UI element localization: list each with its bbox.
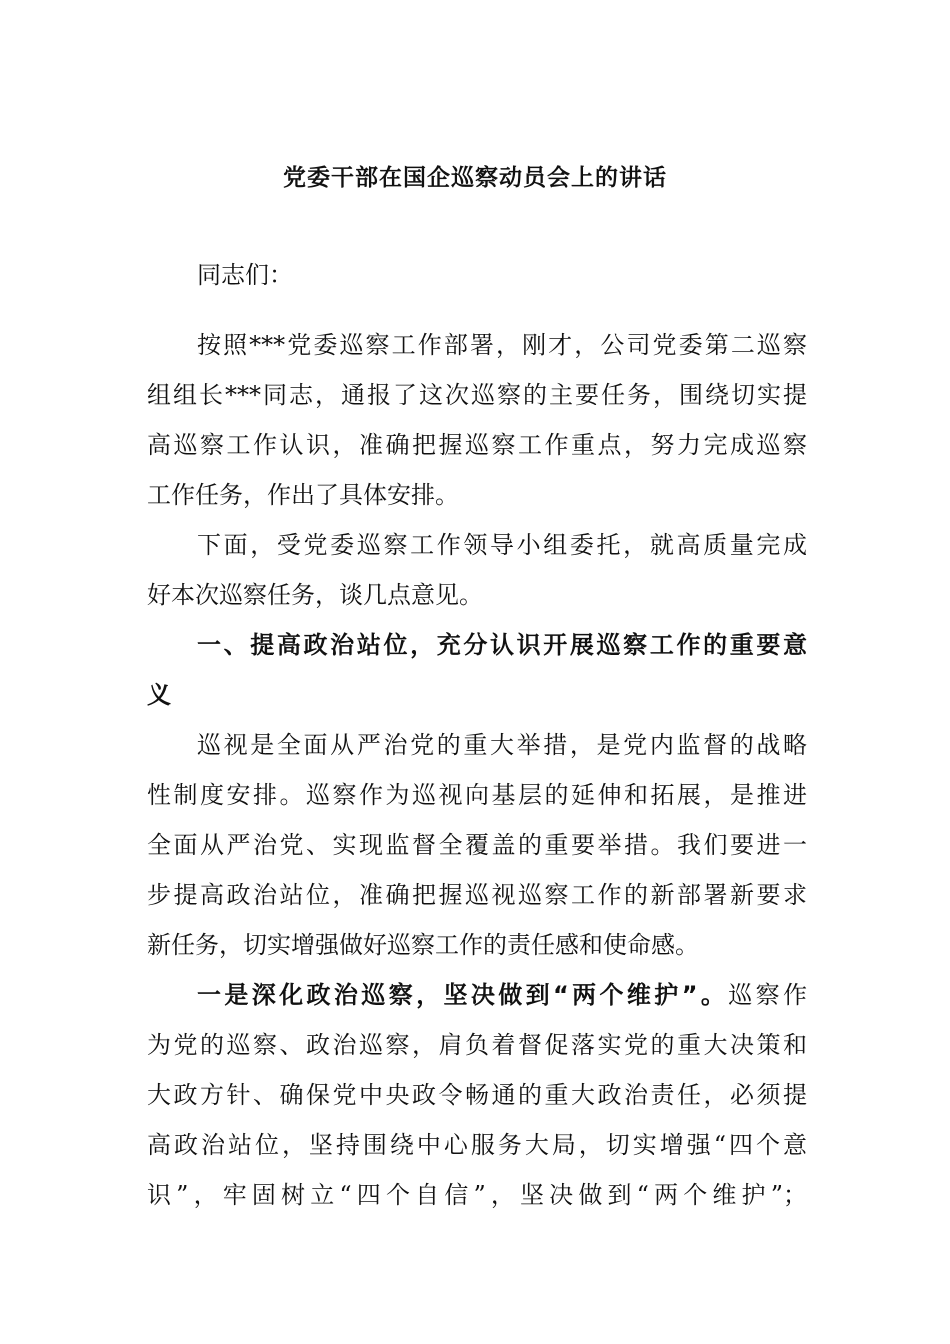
paragraph-line: 高巡察工作认识，准确把握巡察工作重点，努力完成巡察 [147,431,807,459]
paragraph-line: 新任务，切实增强做好巡察工作的责任感和使命感。 [147,931,699,959]
paragraph-line: 高政治站位，坚持围绕中心服务大局，切实增强“四个意 [147,1131,807,1159]
document-title: 党委干部在国企巡察动员会上的讲话 [283,165,667,191]
paragraph-line: 工作任务，作出了具体安排。 [147,481,459,509]
paragraph-line: 性制度安排。巡察作为巡视向基层的延伸和拓展，是推进 [147,781,807,809]
section-heading: 义 [147,681,171,709]
section-heading: 一、提高政治站位，充分认识开展巡察工作的重要意 [197,631,807,659]
paragraph-text: 巡察作 [728,981,808,1009]
paragraph-line: 全面从严治党、实现监督全覆盖的重要举措。我们要进一 [147,831,807,859]
paragraph-line: 步提高政治站位，准确把握巡视巡察工作的新部署新要求 [147,881,807,909]
paragraph-line: 为党的巡察、政治巡察，肩负着督促落实党的重大决策和 [147,1031,807,1059]
paragraph-line: 按照***党委巡察工作部署，刚才，公司党委第二巡察 [197,331,807,359]
paragraph-line: 巡视是全面从严治党的重大举措，是党内监督的战略 [197,731,807,759]
paragraph-line: 组组长***同志，通报了这次巡察的主要任务，围绕切实提 [147,381,807,409]
paragraph-line: 下面，受党委巡察工作领导小组委托，就高质量完成 [197,531,807,559]
paragraph-line: 大政方针、确保党中央政令畅通的重大政治责任，必须提 [147,1081,807,1109]
salutation: 同志们： [197,261,293,289]
paragraph-line: 识”，牢固树立“四个自信”，坚决做到“两个维护”； [147,1181,807,1209]
bold-lead-text: 一是深化政治巡察，坚决做到“两个维护”。 [197,981,729,1009]
paragraph-line: 好本次巡察任务，谈几点意见。 [147,581,483,609]
paragraph-line [197,975,807,1015]
